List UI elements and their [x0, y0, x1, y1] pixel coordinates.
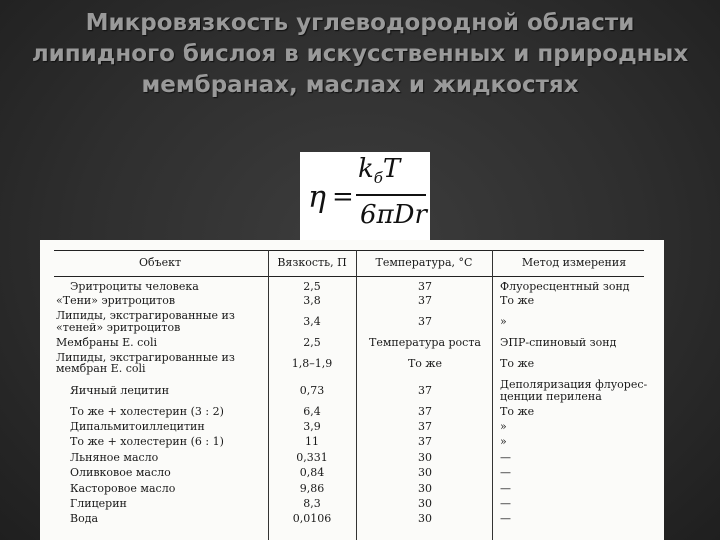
- formula-k-sub: б: [373, 169, 383, 188]
- header-temperature: Температура, °С: [375, 256, 473, 269]
- slide-title: Микровязкость углеводородной области липидного бислоя в искусственных и природных мембранах, маслах и жидкостях: [31, 10, 689, 98]
- cell-viscosity: 11: [305, 435, 319, 448]
- formula-fraction-bar: [356, 194, 426, 196]
- cell-temperature: 30: [418, 466, 432, 479]
- formula-equals: =: [332, 182, 354, 212]
- cell-temperature: 37: [418, 420, 432, 433]
- cell-temperature: 37: [418, 435, 432, 448]
- cell-method: »: [500, 420, 507, 433]
- cell-method: Деполяризация флуорес-: [500, 378, 648, 391]
- cell-temperature: 37: [418, 280, 432, 293]
- cell-viscosity: 0,331: [296, 451, 328, 464]
- cell-object: Липиды, экстрагированные из: [56, 351, 235, 364]
- cell-method: ЭПР-спиновый зонд: [500, 336, 617, 349]
- cell-temperature: Температура роста: [369, 336, 481, 349]
- header-viscosity: Вязкость, П: [277, 256, 347, 269]
- table-row: [40, 497, 664, 512]
- header-method: Метод измерения: [521, 256, 627, 269]
- cell-viscosity: 0,73: [299, 384, 325, 397]
- cell-viscosity: 1,8–1,9: [291, 357, 333, 370]
- formula-k: k: [358, 154, 374, 184]
- cell-method: —: [500, 482, 511, 495]
- table-header-rule: [54, 276, 644, 277]
- table-row: [40, 482, 664, 497]
- cell-object: То же + холестерин (3 : 2): [70, 405, 224, 418]
- header-object: Объект: [138, 256, 182, 269]
- cell-temperature: 30: [418, 497, 432, 510]
- formula-T: T: [382, 154, 401, 184]
- cell-method: Флуоресцентный зонд: [500, 280, 630, 293]
- cell-object-line2: «теней» эритроцитов: [56, 321, 181, 334]
- table-row: [40, 280, 664, 295]
- table-row: [40, 435, 664, 450]
- viscosity-formula: [300, 152, 430, 240]
- cell-viscosity: 6,4: [303, 405, 321, 418]
- cell-temperature: 37: [418, 315, 432, 328]
- cell-viscosity: 0,84: [299, 466, 325, 479]
- cell-method: То же: [500, 357, 535, 370]
- table-row: [40, 336, 664, 351]
- cell-object: «Тени» эритроцитов: [56, 294, 176, 307]
- table-row-continued: [40, 390, 664, 405]
- table-row: [40, 512, 664, 527]
- cell-object: Льняное масло: [70, 451, 159, 464]
- cell-method: »: [500, 315, 507, 328]
- table-row: [40, 466, 664, 481]
- cell-temperature: 30: [418, 451, 432, 464]
- cell-viscosity: 3,9: [303, 420, 321, 433]
- cell-method: »: [500, 435, 507, 448]
- cell-method: То же: [500, 405, 535, 418]
- formula-numerator: [358, 154, 400, 187]
- cell-object: То же + холестерин (6 : 1): [70, 435, 224, 448]
- table-row: [40, 451, 664, 466]
- cell-viscosity: 2,5: [303, 336, 321, 349]
- cell-method-line2: ценции перилена: [500, 390, 602, 403]
- cell-temperature: 37: [418, 405, 432, 418]
- cell-viscosity: 3,4: [303, 315, 321, 328]
- cell-object: Касторовое масло: [70, 482, 176, 495]
- cell-viscosity: 9,86: [299, 482, 325, 495]
- cell-object: Мембраны E. coli: [56, 336, 157, 349]
- cell-method: —: [500, 497, 511, 510]
- cell-temperature: 30: [418, 512, 432, 525]
- cell-viscosity: 0,0106: [292, 512, 332, 525]
- cell-temperature: 30: [418, 482, 432, 495]
- cell-temperature: То же: [407, 357, 443, 370]
- cell-method: —: [500, 451, 511, 464]
- cell-object: Вода: [70, 512, 99, 525]
- cell-method: —: [500, 512, 511, 525]
- viscosity-table: [40, 240, 664, 540]
- cell-method: То же: [500, 294, 535, 307]
- cell-object: Яичный лецитин: [70, 384, 170, 397]
- cell-object: Липиды, экстрагированные из: [56, 309, 235, 322]
- table-row: [40, 294, 664, 309]
- cell-viscosity: 3,8: [303, 294, 321, 307]
- cell-object: Оливковое масло: [70, 466, 171, 479]
- cell-object-line2: мембран E. coli: [56, 362, 146, 375]
- cell-viscosity: 2,5: [303, 280, 321, 293]
- formula-eta: η: [308, 180, 326, 215]
- cell-object: Эритроциты человека: [70, 280, 199, 293]
- table-top-rule: [54, 250, 644, 251]
- cell-object: Глицерин: [70, 497, 127, 510]
- table-row: [40, 405, 664, 420]
- cell-viscosity: 8,3: [303, 497, 321, 510]
- cell-method: —: [500, 466, 511, 479]
- cell-object: Дипальмитоиллецитин: [70, 420, 205, 433]
- cell-temperature: 37: [418, 384, 432, 397]
- table-row: [40, 420, 664, 435]
- table-row-continued: [40, 362, 664, 377]
- formula-denominator: 6πDr: [360, 200, 427, 230]
- cell-temperature: 37: [418, 294, 432, 307]
